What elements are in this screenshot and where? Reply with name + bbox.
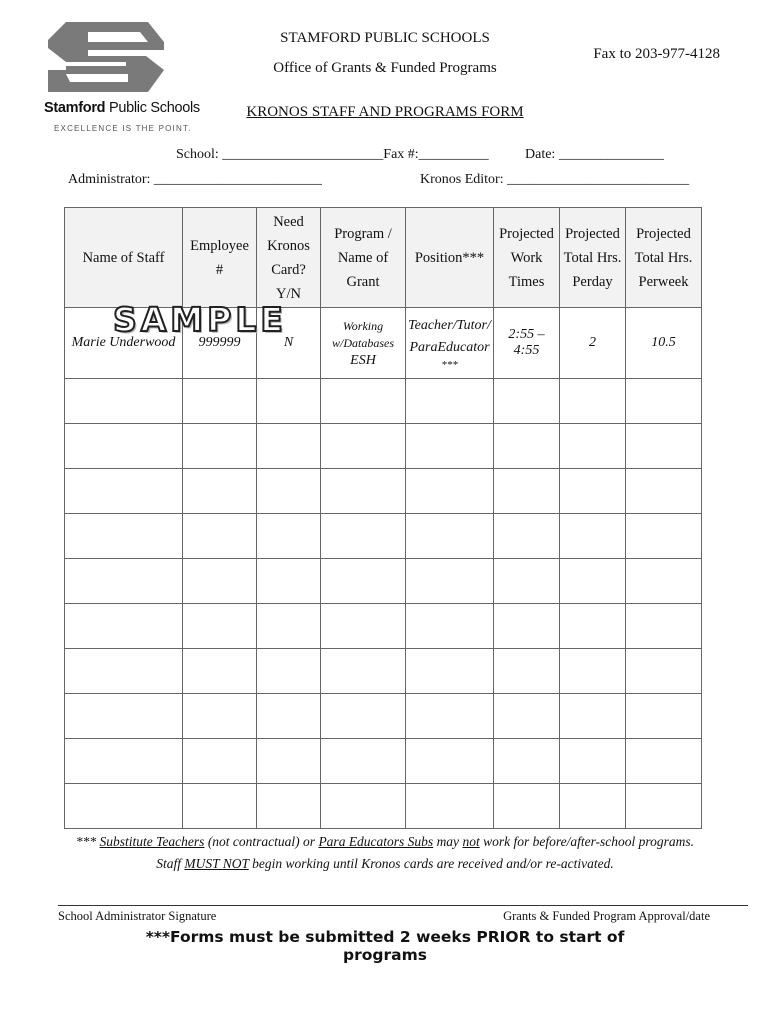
table-cell[interactable] bbox=[183, 379, 257, 424]
program-line-2: w/Databases bbox=[331, 335, 394, 350]
school-fax-field[interactable]: School: _______________________Fax #:__________ bbox=[176, 147, 489, 162]
column-header bbox=[257, 208, 321, 308]
column-header-line: Position*** bbox=[414, 249, 485, 266]
table-row bbox=[65, 514, 702, 559]
column-header-line: Projected bbox=[565, 225, 620, 242]
table-cell[interactable] bbox=[626, 559, 702, 604]
table-cell[interactable] bbox=[183, 514, 257, 559]
table-row bbox=[65, 604, 702, 649]
table-row bbox=[65, 739, 702, 784]
column-header-line: Card? bbox=[271, 261, 306, 278]
table-cell[interactable] bbox=[406, 469, 494, 514]
table-cell[interactable] bbox=[257, 469, 321, 514]
column-header-line: Need bbox=[273, 213, 304, 230]
column-header-line: Perweek bbox=[638, 273, 689, 290]
table-cell[interactable] bbox=[257, 649, 321, 694]
cell-work-times[interactable]: 2:55 – 4:55 bbox=[494, 308, 560, 379]
table-cell[interactable] bbox=[321, 739, 406, 784]
table-cell[interactable] bbox=[65, 784, 183, 829]
org-name: STAMFORD PUBLIC SCHOOLS bbox=[280, 30, 490, 46]
table-cell[interactable] bbox=[65, 694, 183, 739]
table-cell[interactable] bbox=[560, 784, 626, 829]
table-cell[interactable] bbox=[406, 559, 494, 604]
administrator-field[interactable]: Administrator: ________________________ bbox=[68, 172, 322, 187]
program-line-1: Working bbox=[342, 318, 384, 333]
form-title: KRONOS STAFF AND PROGRAMS FORM bbox=[246, 104, 524, 120]
table-cell[interactable] bbox=[560, 739, 626, 784]
table-cell[interactable] bbox=[321, 559, 406, 604]
approval-signature-label[interactable]: Grants & Funded Program Approval/date bbox=[503, 909, 710, 923]
column-header bbox=[65, 208, 183, 308]
table-cell[interactable] bbox=[560, 424, 626, 469]
column-header bbox=[626, 208, 702, 308]
table-cell[interactable] bbox=[406, 514, 494, 559]
table-cell[interactable] bbox=[321, 604, 406, 649]
table-cell[interactable] bbox=[65, 379, 183, 424]
table-cell[interactable] bbox=[257, 739, 321, 784]
cell-name[interactable]: Marie Underwood bbox=[65, 308, 183, 379]
column-header bbox=[494, 208, 560, 308]
column-header-line: Employee bbox=[190, 237, 249, 254]
table-cell[interactable] bbox=[321, 424, 406, 469]
table-cell[interactable] bbox=[65, 649, 183, 694]
table-cell[interactable] bbox=[257, 784, 321, 829]
cell-kronos[interactable]: N bbox=[257, 308, 321, 379]
table-cell[interactable] bbox=[626, 784, 702, 829]
table-cell[interactable] bbox=[65, 469, 183, 514]
table-cell[interactable] bbox=[626, 739, 702, 784]
cell-hrs-day[interactable]: 2 bbox=[560, 308, 626, 379]
logo-tagline: EXCELLENCE IS THE POINT. bbox=[54, 124, 192, 133]
table-cell[interactable] bbox=[494, 424, 560, 469]
position-line-3: *** bbox=[441, 359, 458, 371]
table-cell[interactable] bbox=[183, 694, 257, 739]
table-cell[interactable] bbox=[257, 514, 321, 559]
position-line-2: ParaEducator bbox=[409, 340, 490, 355]
column-header-line: Kronos bbox=[267, 237, 310, 254]
table-cell[interactable] bbox=[560, 469, 626, 514]
column-header-line: Total Hrs. bbox=[634, 249, 693, 266]
column-header-line: Projected bbox=[636, 225, 691, 242]
table-cell[interactable] bbox=[65, 604, 183, 649]
table-header-row bbox=[65, 208, 702, 308]
table-cell[interactable] bbox=[321, 694, 406, 739]
deadline-notice: ***Forms must be submitted 2 weeks PRIOR to start of programs bbox=[145, 928, 625, 964]
logo-name: Stamford Public Schools bbox=[44, 100, 200, 116]
table-cell[interactable] bbox=[183, 739, 257, 784]
table-cell[interactable] bbox=[626, 469, 702, 514]
table-cell[interactable] bbox=[560, 604, 626, 649]
table-cell[interactable] bbox=[494, 694, 560, 739]
table-cell[interactable] bbox=[321, 514, 406, 559]
table-cell[interactable] bbox=[406, 784, 494, 829]
table-cell[interactable] bbox=[257, 379, 321, 424]
table-cell[interactable] bbox=[494, 604, 560, 649]
table-cell[interactable] bbox=[65, 559, 183, 604]
table-cell[interactable] bbox=[183, 424, 257, 469]
fax-number: Fax to 203-977-4128 bbox=[593, 46, 720, 62]
table-cell[interactable] bbox=[626, 649, 702, 694]
table-row bbox=[65, 559, 702, 604]
table-cell[interactable] bbox=[321, 649, 406, 694]
position-line-1: Teacher/Tutor/ bbox=[408, 318, 491, 333]
admin-signature-label[interactable]: School Administrator Signature bbox=[58, 909, 217, 923]
table-cell[interactable] bbox=[183, 784, 257, 829]
note-substitutes: *** Substitute Teachers (not contractual) or Para Educators Subs may not work for before/after-school programs. bbox=[75, 834, 695, 849]
table-cell[interactable] bbox=[626, 694, 702, 739]
table-cell[interactable] bbox=[494, 649, 560, 694]
cell-position[interactable] bbox=[406, 308, 494, 379]
table-cell[interactable] bbox=[626, 514, 702, 559]
column-header bbox=[321, 208, 406, 308]
column-header-line: Name of bbox=[337, 249, 389, 266]
column-header-line: Program / bbox=[334, 225, 392, 242]
sample-stamp: SAMPLE bbox=[113, 300, 287, 339]
table-cell[interactable] bbox=[406, 379, 494, 424]
office-name: Office of Grants & Funded Programs bbox=[273, 60, 497, 76]
table-cell[interactable] bbox=[321, 784, 406, 829]
cell-employee[interactable]: 999999 bbox=[183, 308, 257, 379]
table-cell[interactable] bbox=[65, 514, 183, 559]
column-header-line: Grant bbox=[346, 273, 380, 290]
column-header-line: # bbox=[215, 261, 224, 278]
table-cell[interactable] bbox=[257, 559, 321, 604]
stamford-logo-icon bbox=[48, 22, 164, 92]
table-cell[interactable] bbox=[321, 469, 406, 514]
column-header bbox=[183, 208, 257, 308]
column-header bbox=[560, 208, 626, 308]
table-cell[interactable] bbox=[406, 604, 494, 649]
table-cell[interactable] bbox=[183, 649, 257, 694]
table-row bbox=[65, 469, 702, 514]
signature-line bbox=[58, 905, 748, 906]
table-row bbox=[65, 379, 702, 424]
table-cell[interactable] bbox=[626, 379, 702, 424]
table-cell[interactable] bbox=[494, 514, 560, 559]
table-cell[interactable] bbox=[406, 694, 494, 739]
table-row bbox=[65, 424, 702, 469]
table-cell[interactable] bbox=[560, 559, 626, 604]
column-header-line: Work bbox=[510, 249, 543, 266]
table-cell[interactable] bbox=[183, 559, 257, 604]
table-cell[interactable] bbox=[494, 784, 560, 829]
table-cell[interactable] bbox=[494, 739, 560, 784]
table-cell[interactable] bbox=[626, 604, 702, 649]
table-cell[interactable] bbox=[406, 739, 494, 784]
column-header-line: Projected bbox=[499, 225, 554, 242]
logo bbox=[44, 22, 200, 133]
column-header-line: Name of Staff bbox=[82, 249, 165, 266]
table-cell[interactable] bbox=[183, 469, 257, 514]
note-must-not: Staff MUST NOT begin working until Kronos cards are received and/or re-activated. bbox=[156, 856, 614, 871]
cell-hrs-week[interactable]: 10.5 bbox=[626, 308, 702, 379]
table-row bbox=[65, 784, 702, 829]
table-row bbox=[65, 694, 702, 739]
table-cell[interactable] bbox=[560, 514, 626, 559]
table-cell[interactable] bbox=[65, 739, 183, 784]
table-cell[interactable] bbox=[494, 559, 560, 604]
table-cell[interactable] bbox=[257, 604, 321, 649]
column-header-line: Times bbox=[508, 273, 545, 290]
table-cell[interactable] bbox=[257, 424, 321, 469]
program-line-3: ESH bbox=[350, 352, 376, 368]
column-header-line: Y/N bbox=[276, 285, 301, 302]
column-header-line: Total Hrs. bbox=[563, 249, 622, 266]
table-cell[interactable] bbox=[494, 469, 560, 514]
table-cell[interactable] bbox=[257, 694, 321, 739]
table-cell[interactable] bbox=[406, 424, 494, 469]
table-cell[interactable] bbox=[183, 604, 257, 649]
table-cell[interactable] bbox=[65, 424, 183, 469]
date-field[interactable]: Date: _______________ bbox=[525, 147, 664, 162]
column-header-line: Perday bbox=[572, 273, 613, 290]
table-cell[interactable] bbox=[406, 649, 494, 694]
table-cell[interactable] bbox=[626, 424, 702, 469]
table-cell[interactable] bbox=[321, 379, 406, 424]
cell-program[interactable] bbox=[321, 308, 406, 379]
table-cell[interactable] bbox=[494, 379, 560, 424]
table-cell[interactable] bbox=[560, 379, 626, 424]
table-cell[interactable] bbox=[560, 694, 626, 739]
kronos-editor-field[interactable]: Kronos Editor: __________________________ bbox=[420, 172, 690, 187]
column-header bbox=[406, 208, 494, 308]
table-cell[interactable] bbox=[560, 649, 626, 694]
table-row bbox=[65, 649, 702, 694]
